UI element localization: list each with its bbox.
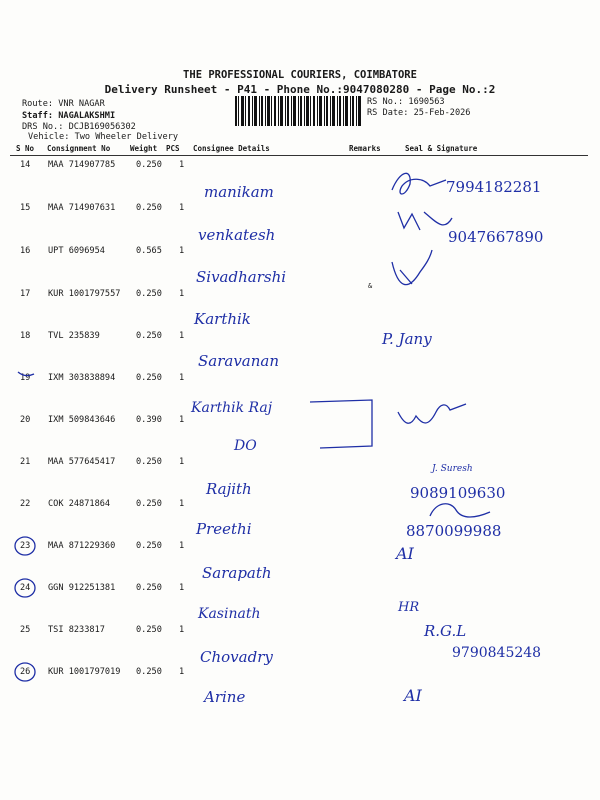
- handwritten-name: manikam: [204, 183, 274, 201]
- row-weight: 0.250: [136, 583, 162, 593]
- handwritten-phone: 9047667890: [448, 228, 544, 246]
- handwritten-name: Rajith: [206, 480, 252, 498]
- row-sno: 18: [20, 331, 31, 341]
- row-sno: 16: [20, 246, 31, 256]
- row-consignment: MAA 714907785: [48, 160, 116, 170]
- row-consignment: TSI 8233817: [48, 625, 105, 635]
- rs-number: RS No.: 1690563: [367, 97, 445, 107]
- col-header-sno: S No: [16, 144, 35, 153]
- handwritten-name: Saravanan: [198, 352, 280, 370]
- handwritten-phone: 9790845248: [452, 645, 542, 661]
- row-pcs: 1: [179, 246, 185, 256]
- row-weight: 0.250: [136, 457, 162, 467]
- col-header-pcs: PCS: [166, 144, 180, 153]
- handwritten-note: R.G.L: [424, 622, 467, 640]
- handwritten-phone: 9089109630: [410, 484, 506, 502]
- row-consignment: KUR 1001797557: [48, 289, 121, 299]
- row-consignment: COK 24871864: [48, 499, 111, 509]
- handwritten-name: Sarapath: [202, 564, 272, 582]
- handwritten-name: venkatesh: [198, 226, 276, 244]
- row-weight: 0.250: [136, 499, 162, 509]
- row-pcs: 1: [179, 415, 185, 425]
- row-sno: 17: [20, 289, 31, 299]
- row-consignment: IXM 303838894: [48, 373, 116, 383]
- row-consignment: MAA 714907631: [48, 203, 116, 213]
- row-pcs: 1: [179, 289, 185, 299]
- col-header-weight: Weight: [130, 144, 158, 153]
- row-consignment: TVL 235839: [48, 331, 100, 341]
- row-pcs: 1: [179, 499, 185, 509]
- handwritten-name: Arine: [204, 688, 246, 706]
- row-weight: 0.250: [136, 203, 162, 213]
- row-weight: 0.250: [136, 541, 162, 551]
- handwritten-name: Preethi: [196, 520, 252, 538]
- handwritten-name: Sivadharshi: [196, 268, 287, 286]
- handwritten-phone: 8870099988: [406, 522, 502, 540]
- handwritten-note: P. Jany: [382, 330, 432, 348]
- row-weight: 0.250: [136, 289, 162, 299]
- rs-date: RS Date: 25-Feb-2026: [367, 108, 471, 118]
- row-sno: 23: [20, 541, 31, 551]
- handwritten-note: J. Suresh: [432, 464, 473, 474]
- row-sno: 19: [20, 373, 31, 383]
- row-weight: 0.565: [136, 246, 162, 256]
- row-consignment: MAA 871229360: [48, 541, 116, 551]
- col-header-consignee: Consignee Details: [193, 144, 270, 153]
- row-pcs: 1: [179, 625, 185, 635]
- row-sno: 14: [20, 160, 31, 170]
- row-pcs: 1: [179, 203, 185, 213]
- row-pcs: 1: [179, 541, 185, 551]
- row-sno: 15: [20, 203, 31, 213]
- handwritten-phone: 7994182281: [446, 178, 542, 196]
- row-pcs: 1: [179, 583, 185, 593]
- handwritten-name: Karthik Raj: [191, 400, 273, 416]
- row-weight: 0.250: [136, 160, 162, 170]
- row-weight: 0.250: [136, 373, 162, 383]
- row-pcs: 1: [179, 457, 185, 467]
- handwritten-name: Kasinath: [198, 606, 261, 622]
- company-title: THE PROFESSIONAL COURIERS, COIMBATORE: [183, 69, 417, 81]
- handwritten-note: AI: [404, 686, 422, 705]
- route-label: Route: VNR NAGAR: [22, 99, 105, 109]
- row-consignment: MAA 577645417: [48, 457, 116, 467]
- row-sno: 21: [20, 457, 31, 467]
- row-weight: 0.250: [136, 667, 162, 677]
- row-pcs: 1: [179, 331, 185, 341]
- row-weight: 0.390: [136, 415, 162, 425]
- row-sno: 22: [20, 499, 31, 509]
- row-pcs: 1: [179, 667, 185, 677]
- row-sno: 20: [20, 415, 31, 425]
- row-consignment: UPT 6096954: [48, 246, 105, 256]
- staff-label: Staff: NAGALAKSHMI: [22, 111, 116, 121]
- row-weight: 0.250: [136, 625, 162, 635]
- handwritten-note: HR: [398, 600, 420, 615]
- drs-label: DRS No.: DCJB169056302: [22, 122, 136, 132]
- col-header-remarks: Remarks: [349, 144, 381, 153]
- handwritten-note: AI: [396, 544, 414, 563]
- vehicle-label: Vehicle: Two Wheeler Delivery: [28, 132, 179, 142]
- handwritten-name: Chovadry: [200, 648, 273, 666]
- row-consignment: KUR 1001797019: [48, 667, 121, 677]
- handwritten-name: Karthik: [194, 310, 251, 328]
- col-header-seal: Seal & Signature: [405, 144, 478, 153]
- row-sno: 24: [20, 583, 31, 593]
- row-pcs: 1: [179, 373, 185, 383]
- row-pcs: 1: [179, 160, 185, 170]
- row-weight: 0.250: [136, 331, 162, 341]
- runsheet-title: Delivery Runsheet - P41 - Phone No.:9047080280 - Page No.:2: [104, 83, 496, 96]
- row-consignment: GGN 912251381: [48, 583, 116, 593]
- ampersand-mark: &: [368, 282, 373, 290]
- handwritten-name: DO: [234, 438, 257, 454]
- row-sno: 25: [20, 625, 31, 635]
- col-header-consignment: Consignment No: [47, 144, 111, 153]
- row-consignment: IXM 509843646: [48, 415, 116, 425]
- row-sno: 26: [20, 667, 31, 677]
